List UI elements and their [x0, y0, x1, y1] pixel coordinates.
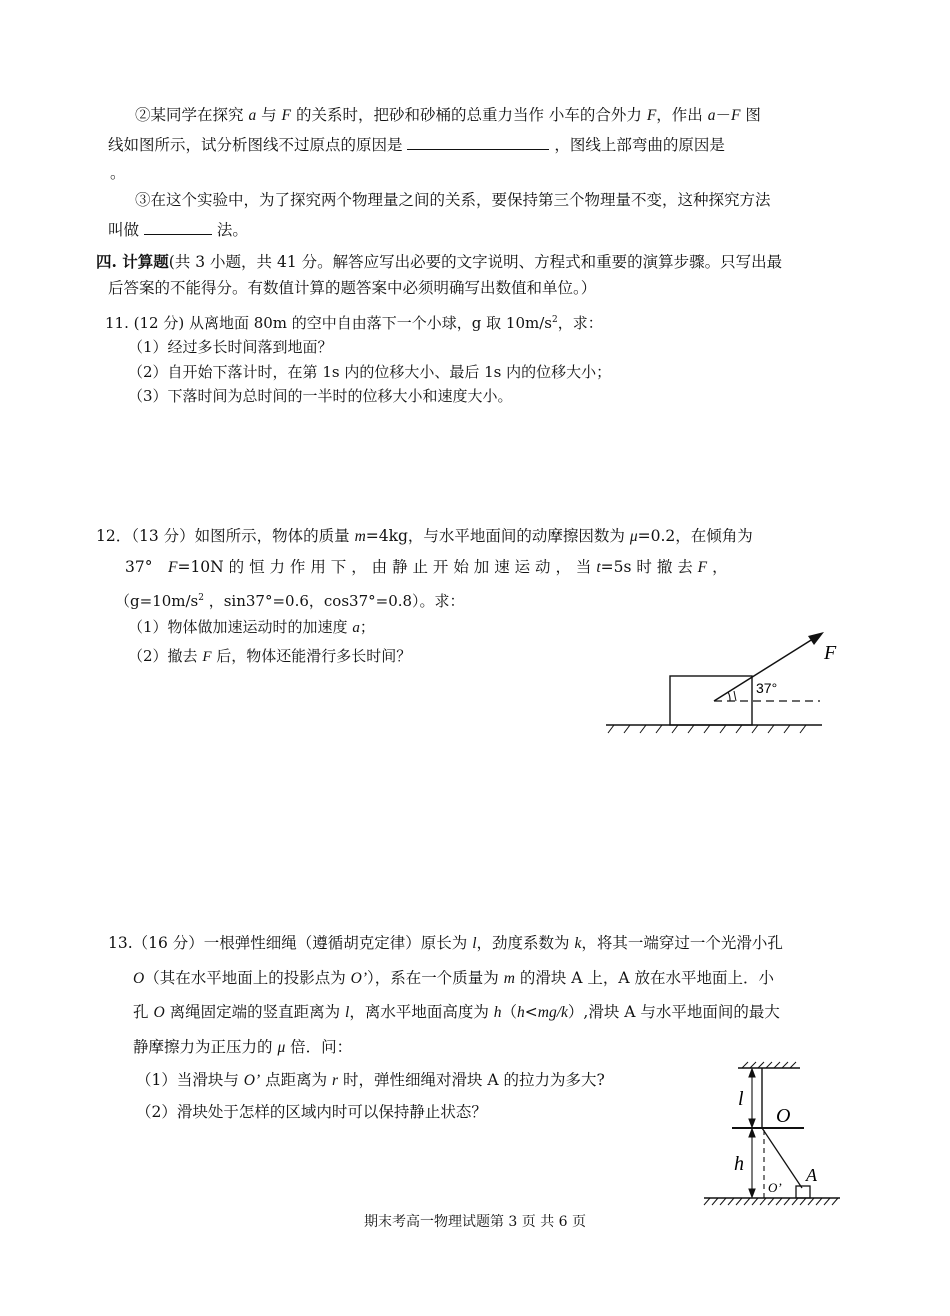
dimension-l [749, 1069, 755, 1127]
q12-part-1 [128, 616, 375, 639]
var-F: F [281, 107, 292, 124]
text-run: ，sin37°=0.6，cos37°=0.8）。求： [203, 592, 465, 610]
q12-line-2 [125, 556, 728, 579]
text-run: （2）滑块处于怎样的区域内时可以保持静止状态？ [136, 1103, 487, 1121]
ceiling-hatch [742, 1062, 796, 1068]
q2-line-2 [108, 134, 725, 156]
label-A: A [806, 1165, 817, 1185]
text-run: 。 [110, 164, 126, 182]
text-run: 静摩擦力为正压力的 [133, 1038, 278, 1056]
text-run: ， [707, 558, 728, 576]
section-title: 四. 计算题 [96, 252, 169, 271]
var-t: t [596, 559, 601, 576]
q13-line-2 [133, 967, 774, 990]
text-run: ，劲度系数为 [476, 934, 575, 952]
text-run: 线如图所示，试分析图线不过原点的原因是 [108, 136, 408, 154]
text-run: =10N 的 恒 力 作 用 下 ， 由 静 止 开 始 加 速 运 动 ， 当 [177, 558, 597, 576]
section-intro: 后答案的不能得分。有数值计算的题答案中必须明确写出数值和单位。） [108, 279, 597, 297]
page-footer [0, 1211, 950, 1233]
text-run: ，图线上部弯曲的原因是 [549, 136, 725, 154]
var-F: F [730, 107, 741, 124]
var-a: a [248, 107, 257, 124]
q11-part-1 [128, 336, 333, 358]
var-k: k [574, 935, 582, 952]
var-m: m [354, 528, 366, 545]
text-run: ②某同学在探究 [135, 106, 249, 124]
text-run: （1）物体做加速运动时的加速度 [128, 618, 353, 636]
var-F: F [202, 649, 212, 665]
label-O: O [776, 1105, 791, 1127]
label-O-prime: O’ [768, 1180, 782, 1195]
text-run: 倍．问： [285, 1038, 353, 1056]
q13-part-2 [136, 1101, 487, 1123]
section-four-intro-2 [108, 277, 596, 299]
dimension-h [749, 1129, 755, 1197]
text-run: ），系在一个质量为 [367, 969, 504, 987]
section-four-heading [96, 251, 782, 273]
text-run: ，作出 [656, 106, 708, 124]
text-run: （g=10m/s [115, 592, 199, 610]
text-run: =4kg，与水平地面间的动摩擦因数为 [365, 527, 630, 545]
text-run: （1）当滑块与 [136, 1071, 244, 1089]
text-run: 点距离为 [260, 1071, 333, 1089]
answer-blank[interactable] [144, 220, 212, 235]
q12-part-2 [128, 645, 411, 668]
var-O-prime: O’ [243, 1072, 261, 1089]
q11-stem [105, 309, 603, 334]
text-run: 时，弹性细绳对滑块 A 的拉力为多大? [338, 1071, 605, 1089]
text-run: =0.2，在倾角为 [637, 527, 753, 545]
text-run: ）,滑块 A 与水平地面间的最大 [567, 1003, 780, 1021]
section-intro: (共 3 小题，共 41 分。解答应写出必要的文字说明、方程式和重要的演算步骤。只写出最 [168, 253, 783, 271]
angle-label: 37° [756, 680, 778, 696]
text-run: 后，物体还能滑行多长时间？ [211, 647, 412, 665]
q3-line-1 [135, 189, 771, 211]
ground-hatch [704, 1198, 838, 1205]
q12-line-3 [115, 587, 465, 612]
text-run: 叫做 [108, 221, 144, 239]
q12-figure [600, 625, 840, 745]
var-a: a [707, 107, 716, 124]
text-run: 与 [256, 106, 282, 124]
text-run: ，求： [557, 314, 603, 332]
text-run: 的关系时，把砂和砂桶的总重力当作 小车的合外力 [291, 106, 647, 124]
text-run: =5s 时 撤 去 [600, 558, 698, 576]
slider-block-A [796, 1186, 810, 1198]
angle-tick [734, 691, 736, 701]
q2-line-3 [110, 162, 126, 184]
var-O-prime: O’ [350, 970, 367, 987]
text-run: （2）撤去 [128, 647, 203, 665]
var-mg-k: mg/k [537, 1004, 568, 1021]
var-m: m [503, 970, 515, 987]
superscript: 2 [552, 315, 558, 325]
text-run: 37° [125, 558, 168, 576]
text-run: ，离水平地面高度为 [349, 1003, 494, 1021]
q11-part-3 [128, 385, 513, 407]
footer-text: 期末考高一物理试题第 3 页 共 6 页 [363, 1214, 587, 1230]
q2-line-1 [135, 104, 761, 127]
q11-part-2 [128, 361, 611, 383]
q13-figure [700, 1058, 850, 1213]
var-O: O [153, 1004, 165, 1021]
q13-line-1 [108, 932, 783, 955]
superscript: 2 [198, 593, 204, 603]
var-h: h [493, 1004, 502, 1021]
text-run: 离绳固定端的竖直距离为 [164, 1003, 345, 1021]
angle-arc [728, 692, 730, 701]
var-F: F [697, 559, 708, 576]
q13-part-1 [136, 1069, 605, 1092]
ground-hatch [608, 725, 806, 733]
text-run: < [524, 1003, 538, 1021]
text-run: 12．（13 分）如图所示，物体的质量 [96, 527, 355, 545]
block [670, 676, 752, 725]
force-label: F [824, 642, 837, 664]
text-run: 13.（16 分）一根弹性细绳（遵循胡克定律）原长为 [108, 934, 473, 952]
label-h: h [734, 1153, 744, 1175]
text-run: 法。 [211, 221, 248, 239]
text-run: （ [501, 1003, 518, 1021]
text-run: ； [359, 618, 375, 636]
rope-slanted [762, 1128, 802, 1188]
var-F: F [646, 107, 657, 124]
text-run: 孔 [133, 1003, 154, 1021]
answer-blank[interactable] [407, 135, 549, 150]
q13-line-3 [133, 1001, 780, 1024]
text-run: ③在这个实验中，为了探究两个物理量之间的关系，要保持第三个物理量不变，这种探究方法 [135, 191, 771, 209]
text-run: （1）经过多长时间落到地面？ [128, 338, 333, 356]
force-arrowhead [808, 632, 824, 645]
q13-line-4 [133, 1036, 352, 1059]
var-l: l [472, 935, 477, 952]
var-h: h [517, 1004, 525, 1021]
q3-line-2 [108, 219, 248, 241]
text-run: （2）自开始下落计时，在第 1s 内的位移大小、最后 1s 内的位移大小； [128, 363, 612, 381]
var-r: r [332, 1072, 339, 1089]
text-run: （其在水平地面上的投影点为 [144, 969, 351, 987]
var-mu: μ [629, 528, 638, 545]
var-l: l [345, 1004, 350, 1021]
var-a: a [352, 620, 360, 636]
var-F: F [167, 559, 178, 576]
q12-line-1 [96, 525, 753, 548]
text-run: 11. (12 分) 从离地面 80m 的空中自由落下一个小球，g 取 10m/s [105, 314, 552, 332]
text-run: 的滑块 A 上，A 放在水平地面上．小 [514, 969, 774, 987]
text-run: ，将其一端穿过一个光滑小孔 [581, 934, 783, 952]
text-run: 图 [740, 106, 761, 124]
var-mu: μ [277, 1039, 286, 1056]
var-O: O [133, 970, 145, 987]
text-run: （3）下落时间为总时间的一半时的位移大小和速度大小。 [128, 387, 513, 405]
text-run: － [715, 106, 731, 124]
label-l: l [738, 1088, 744, 1110]
